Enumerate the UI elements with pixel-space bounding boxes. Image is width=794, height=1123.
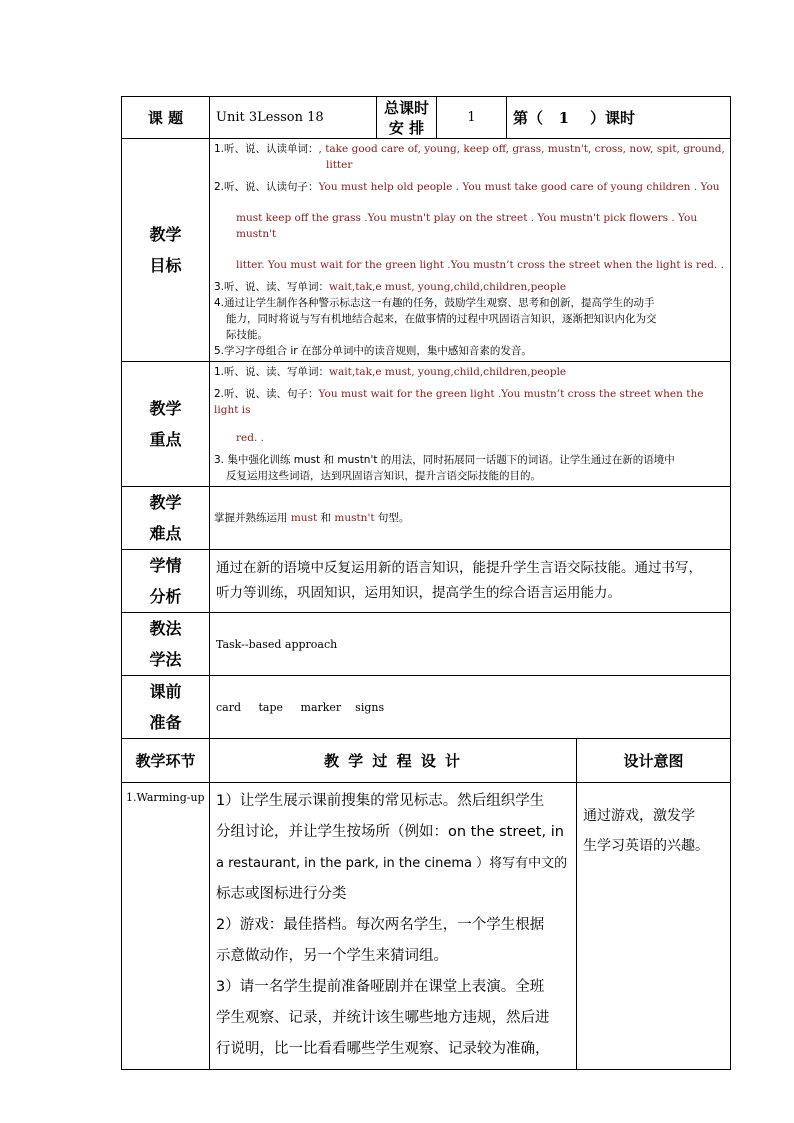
difficulties-and: 和 xyxy=(317,512,335,524)
analysis-line-a: 通过在新的语境中反复运用新的语言知识，能提升学生言语交际技能。通过书写， xyxy=(216,560,702,576)
warmup-intent-line-a: 通过游戏，激发学 xyxy=(583,808,695,824)
total-hours-value: 1 xyxy=(437,97,507,139)
total-hours-label xyxy=(377,97,437,139)
warmup-p1-line-d: 标志或图标进行分类 xyxy=(216,886,347,902)
process-col-stage: 教学环节 xyxy=(122,739,210,783)
key-points-content xyxy=(210,362,731,487)
key-point-3-line-a: 3. 集中强化训练 must 和 mustn't 的用法，同时拓展同一话题下的词语。让学生通过在新的语境中 xyxy=(214,454,675,466)
analysis-content xyxy=(210,550,731,613)
difficulties-label-2: 难点 xyxy=(149,524,182,543)
methods-content: Task--based approach xyxy=(210,613,731,676)
header-row xyxy=(122,97,731,139)
warmup-stage: 1.Warming-up xyxy=(122,783,210,1070)
objective-2-line-c: litter. You must wait for the green light .You mustn’t cross the street when the light is red. . xyxy=(236,259,724,271)
objective-4-line-a: 4.通过让学生制作各种警示标志这一有趣的任务，鼓励学生观察、思考和创新，提高学生的动手 xyxy=(214,297,655,309)
process-col-intent: 设计意图 xyxy=(577,739,731,783)
objective-1-prefix: 1.听、说、认读单词： xyxy=(214,143,319,155)
methods-row xyxy=(122,613,731,676)
key-points-row xyxy=(122,362,731,487)
warmup-p3-line-c: 行说明，比一比看看哪些学生观察、记录较为准确， xyxy=(216,1041,550,1057)
analysis-label-2: 分析 xyxy=(149,587,182,606)
warmup-p1-line-c: a restaurant, in the park, in the cinema ）将写有中文的 xyxy=(216,856,568,871)
difficulties-text-a: 掌握并熟练运用 xyxy=(214,512,291,524)
warmup-p1-line-a: 1）让学生展示课前搜集的常见标志。然后组织学生 xyxy=(216,793,545,809)
warmup-intent xyxy=(577,783,731,1070)
key-point-2-line-b: red. . xyxy=(236,432,264,444)
objective-2-line-b: must keep off the grass .You mustn't play on the street . You mustn't pick flowers . You mustn't xyxy=(236,212,698,240)
difficulties-label-1: 教学 xyxy=(149,493,182,512)
objectives-label xyxy=(122,139,210,362)
process-col-design: 教 学 过 程 设 计 xyxy=(210,739,577,783)
warmup-content xyxy=(210,783,577,1070)
objective-1-words-cont: litter xyxy=(326,159,353,171)
difficulties-row xyxy=(122,487,731,550)
objectives-label-1: 教学 xyxy=(149,225,182,244)
period-text: 第（ 1 ）课时 xyxy=(507,97,731,139)
objective-4-line-c: 际技能。 xyxy=(226,329,268,341)
key-point-1-prefix: 1.听、说、读、写单词： xyxy=(214,366,330,378)
preparation-label-1: 课前 xyxy=(149,682,182,701)
key-points-label xyxy=(122,362,210,487)
warmup-p1-line-b: 分组讨论，并让学生按场所（例如：on the street, in xyxy=(216,824,564,840)
process-header-row xyxy=(122,739,731,783)
objectives-content xyxy=(210,139,731,362)
key-point-3-line-b: 反复运用这些词语，达到巩固语言知识，提升言语交际技能的目的。 xyxy=(226,470,541,482)
key-point-2 xyxy=(214,386,726,418)
preparation-row xyxy=(122,676,731,739)
objective-3-words: wait,tak,e must, young,child,children,people xyxy=(329,281,567,293)
warmup-p2-line-b: 示意做动作，另一个学生来猜词组。 xyxy=(216,948,448,964)
difficulties-content xyxy=(210,487,731,550)
analysis-row xyxy=(122,550,731,613)
key-point-1 xyxy=(214,364,726,380)
key-points-label-1: 教学 xyxy=(149,399,182,418)
analysis-line-b: 听力等训练，巩固知识，运用知识，提高学生的综合语言运用能力。 xyxy=(216,585,621,601)
preparation-label-2: 准备 xyxy=(149,713,182,732)
objectives-label-2: 目标 xyxy=(149,256,182,275)
warmup-row xyxy=(122,783,731,1070)
preparation-label xyxy=(122,676,210,739)
title-label: 课 题 xyxy=(122,97,210,139)
objective-3 xyxy=(214,279,726,295)
preparation-content: card tape marker signs xyxy=(210,676,731,739)
objective-1 xyxy=(214,141,726,157)
objective-5: 5.学习字母组合 ir 在部分单词中的读音规则，集中感知音素的发音。 xyxy=(214,345,532,357)
warmup-intent-line-b: 生学习英语的兴趣。 xyxy=(583,838,709,854)
objective-2-prefix: 2.听、说、认读句子： xyxy=(214,181,319,193)
title-value: Unit 3Lesson 18 xyxy=(210,97,377,139)
objective-2-line-a: You must help old people . You must take good care of young children . You xyxy=(318,181,720,193)
key-point-1-words: wait,tak,e must, young,child,children,people xyxy=(329,366,567,378)
lesson-plan-table xyxy=(121,96,731,1070)
key-point-2-prefix: 2.听、说、读、句子： xyxy=(214,388,319,400)
analysis-label-1: 学情 xyxy=(149,556,182,575)
total-hours-label-1: 总课时 xyxy=(383,98,429,117)
objective-2 xyxy=(214,179,726,195)
key-point-2-line-a: You must wait for the green light .You mustn’t cross the street when the light is xyxy=(214,388,704,416)
objective-4-line-b: 能力，同时将说与写有机地结合起来，在做事情的过程中巩固语言知识，逐渐把知识内化为交 xyxy=(226,313,657,325)
total-hours-label-2: 安 排 xyxy=(388,118,425,137)
warmup-p3-line-b: 学生观察、记录，并统计该生哪些地方违规，然后进 xyxy=(216,1010,550,1026)
difficulties-label xyxy=(122,487,210,550)
difficulties-text-b: 句型。 xyxy=(374,512,410,524)
objective-3-prefix: 3.听、说、读、写单词： xyxy=(214,281,330,293)
objectives-row xyxy=(122,139,731,362)
warmup-p3-line-a: 3）请一名学生提前准备哑剧并在课堂上表演。全班 xyxy=(216,979,545,995)
key-points-label-2: 重点 xyxy=(149,430,182,449)
methods-label xyxy=(122,613,210,676)
difficulties-must: must xyxy=(290,512,318,524)
warmup-p2-line-a: 2）游戏：最佳搭档。每次两名学生，一个学生根据 xyxy=(216,917,545,933)
methods-label-2: 学法 xyxy=(149,650,182,669)
difficulties-mustnt: mustn't xyxy=(334,512,375,524)
analysis-label xyxy=(122,550,210,613)
objective-1-words: , take good care of, young, keep off, grass, mustn't, cross, now, spit, ground, xyxy=(318,143,725,155)
methods-label-1: 教法 xyxy=(149,619,182,638)
